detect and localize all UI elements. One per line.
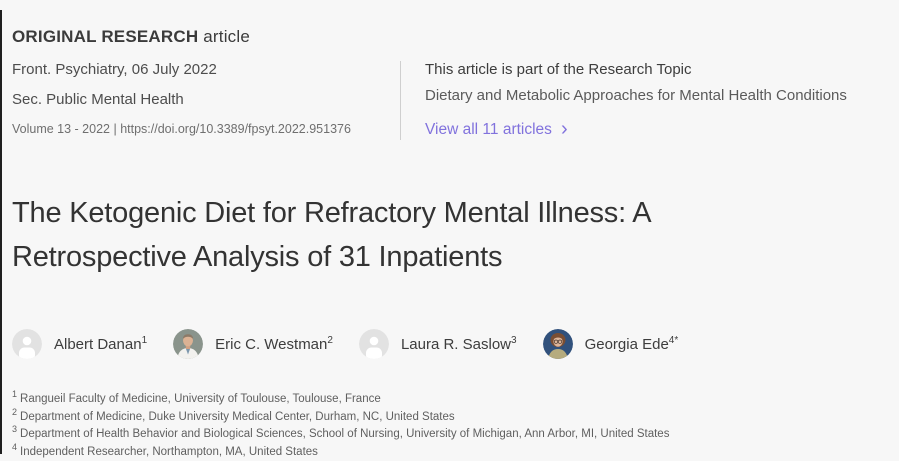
research-topic-panel <box>400 61 879 140</box>
author-name: Laura R. Saslow$^3$ <box>401 336 517 353</box>
author-avatar <box>543 329 573 359</box>
author-avatar <box>12 329 42 359</box>
author-photo <box>543 329 573 359</box>
affiliation-superscript: 2 <box>12 407 17 417</box>
affiliation-superscript: 4 <box>12 442 17 452</box>
affiliation-item <box>12 426 879 444</box>
person-placeholder-icon <box>12 329 42 359</box>
affiliation-text: Independent Researcher, Northampton, MA, United States <box>20 446 318 458</box>
journal-date-line: Front. Psychiatry, 06 July 2022 <box>12 61 400 79</box>
research-topic-intro: This article is part of the Research Topic <box>425 61 879 79</box>
person-placeholder-icon <box>359 329 389 359</box>
view-all-articles-label: View all 11 articles <box>425 121 552 139</box>
author-item[interactable] <box>543 329 679 359</box>
research-topic-title: Dietary and Metabolic Approaches for Mental Health Conditions <box>425 87 879 105</box>
volume-doi-line <box>12 121 400 137</box>
chevron-right-icon: › <box>561 119 568 139</box>
affiliation-superscript: 1 <box>12 389 17 399</box>
author-name: Georgia Ede$^{4*}$ <box>585 336 679 353</box>
view-all-articles-link[interactable] <box>425 120 568 140</box>
affiliation-text: Department of Health Behavior and Biological Sciences, School of Nursing, University of Michigan, Ann Arbor, MI, United States <box>20 428 669 440</box>
affiliation-item <box>12 409 879 427</box>
article-meta-left <box>12 61 400 140</box>
author-item[interactable] <box>359 329 517 359</box>
article-type-suffix: article <box>198 27 250 46</box>
author-photo <box>173 329 203 359</box>
author-name: Albert Danan$^1$ <box>54 336 147 353</box>
volume-label: Volume 13 - 2022 | <box>12 122 120 136</box>
article-type-heading <box>12 27 879 47</box>
section-line: Sec. Public Mental Health <box>12 91 400 109</box>
affiliation-text: Department of Medicine, Duke University Medical Center, Durham, NC, United States <box>20 411 455 423</box>
affiliation-item <box>12 391 879 409</box>
affiliation-text: Rangueil Faculty of Medicine, University of Toulouse, Toulouse, France <box>20 393 381 405</box>
authors-row <box>12 329 879 359</box>
window-border <box>0 10 2 454</box>
article-title: The Ketogenic Diet for Refractory Mental Illness: A Retrospective Analysis of 31 Inpatients <box>12 191 777 279</box>
author-name: Eric C. Westman$^2$ <box>215 336 333 353</box>
author-item[interactable] <box>173 329 333 359</box>
author-item[interactable] <box>12 329 147 359</box>
doi-link[interactable]: https://doi.org/10.3389/fpsyt.2022.951376 <box>120 122 351 136</box>
affiliation-superscript: 3 <box>12 424 17 434</box>
author-avatar <box>359 329 389 359</box>
affiliations-list <box>12 391 879 461</box>
article-meta-row <box>12 61 879 140</box>
article-type-label: ORIGINAL RESEARCH <box>12 27 198 46</box>
affiliation-item <box>12 444 879 461</box>
author-avatar <box>173 329 203 359</box>
